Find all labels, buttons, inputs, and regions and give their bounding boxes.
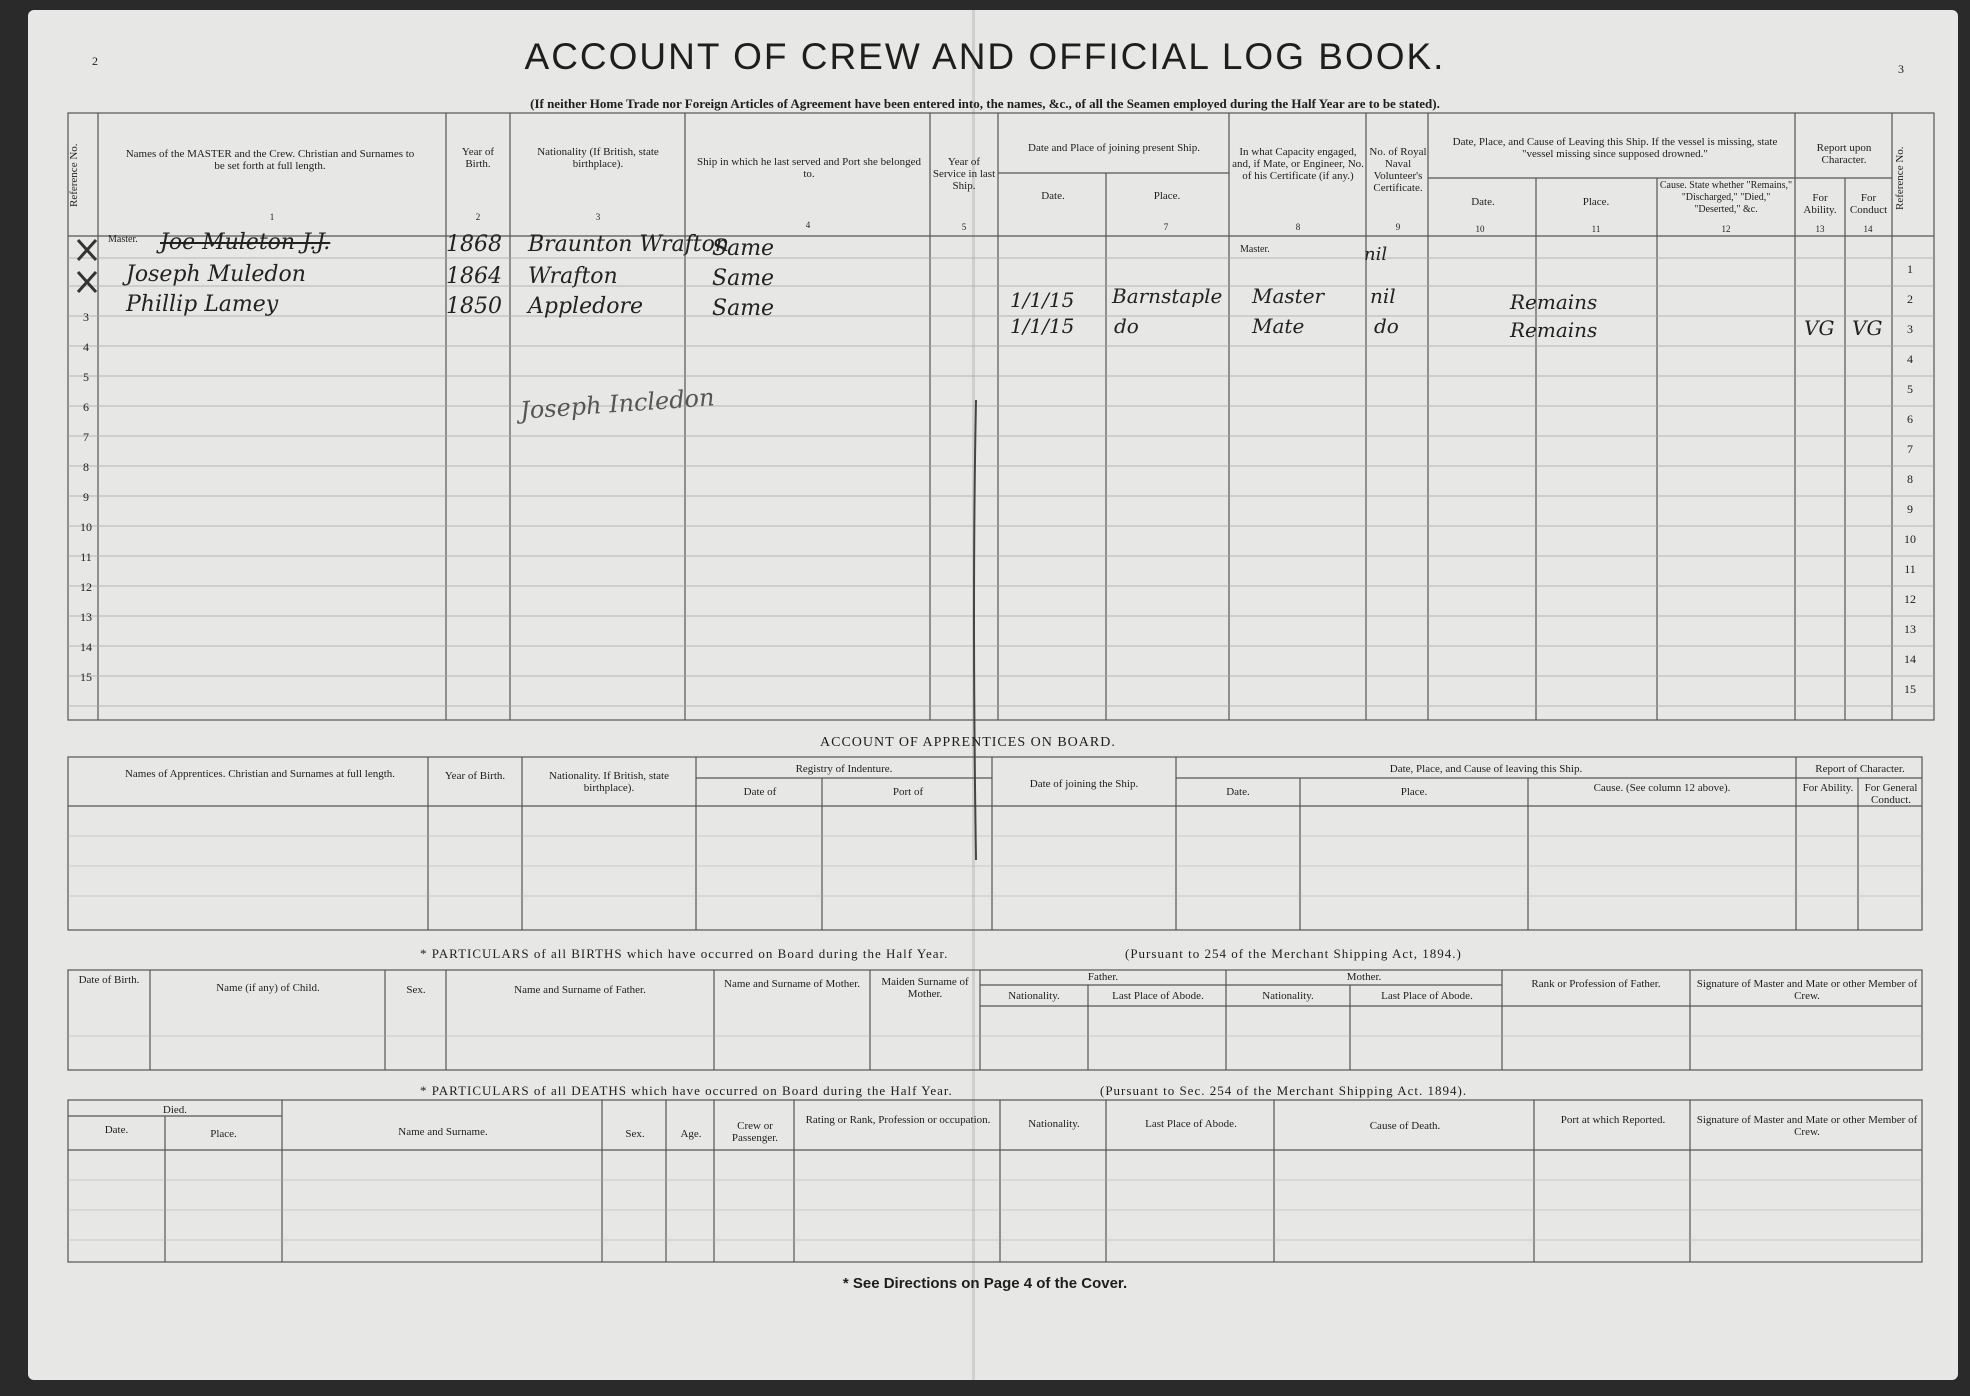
app-conduct-header: For General Conduct. bbox=[1864, 782, 1918, 806]
col-number: 3 bbox=[595, 212, 601, 222]
row-number-right: 9 bbox=[1907, 502, 1913, 516]
death-date-header: Date. bbox=[104, 1124, 129, 1136]
col-number: 11 bbox=[1591, 224, 1601, 234]
birth-father-abode-header: Last Place of Abode. bbox=[1112, 990, 1204, 1002]
app-date-header: Date. bbox=[1226, 786, 1250, 798]
crew-row-1-naval: nil bbox=[1364, 244, 1388, 265]
apprentices-title: ACCOUNT OF APPRENTICES ON BOARD. bbox=[820, 735, 1116, 750]
page-subtitle: (If neither Home Trade nor Foreign Articles of Agreement have been entered into, the names, &c., of all the Seamen employed during the Half Year are to be stated). bbox=[530, 96, 1440, 111]
row-number-left: 14 bbox=[80, 640, 92, 654]
crew-row-1-name: Joe Muleton J.J. bbox=[160, 230, 331, 255]
col-number: 9 bbox=[1395, 222, 1401, 232]
crew-row-2-year: 1864 bbox=[446, 264, 502, 289]
row-number-right: 4 bbox=[1907, 352, 1913, 366]
crew-year-service-header: Year of Service in last Ship. bbox=[932, 156, 996, 192]
crew-report-header: Report upon Character. bbox=[1816, 142, 1872, 166]
app-nationality-header: Nationality. If British, state birthplace). bbox=[549, 770, 669, 794]
death-sex-header: Sex. bbox=[625, 1128, 645, 1140]
deaths-act: (Pursuant to Sec. 254 of the Merchant Shipping Act. 1894). bbox=[1100, 1083, 1468, 1098]
death-rating-header: Rating or Rank, Profession or occupation. bbox=[805, 1114, 991, 1126]
row-number-right: 12 bbox=[1904, 592, 1916, 606]
crew-row-2-leave: Remains bbox=[1510, 290, 1598, 314]
app-ability-header: For Ability. bbox=[1802, 782, 1854, 794]
crew-row-2-name: Joseph Muledon bbox=[126, 262, 306, 287]
app-cause-header: Cause. (See column 12 above). bbox=[1593, 782, 1731, 794]
crew-row-3-conduct: VG bbox=[1852, 316, 1883, 340]
crew-join-place-header: Place. bbox=[1153, 190, 1181, 202]
row-number-right: 13 bbox=[1904, 622, 1916, 636]
row-number-right: 3 bbox=[1907, 322, 1913, 336]
birth-father-header: Father. bbox=[1087, 971, 1119, 983]
footer-note: * See Directions on Page 4 of the Cover. bbox=[842, 1275, 1128, 1292]
col-number: 4 bbox=[805, 220, 811, 230]
row-number-right: 1 bbox=[1907, 262, 1913, 276]
row-number-left: 12 bbox=[80, 580, 92, 594]
birth-mother-nationality-header: Nationality. bbox=[1262, 990, 1314, 1002]
death-place-header: Place. bbox=[210, 1128, 237, 1140]
col-number: 2 bbox=[475, 212, 481, 222]
crew-row-3-join-place: do bbox=[1114, 314, 1139, 338]
col-number: 14 bbox=[1863, 224, 1873, 234]
row-number-right: 2 bbox=[1907, 292, 1913, 306]
crew-row-1-year: 1868 bbox=[446, 232, 502, 257]
death-abode-header: Last Place of Abode. bbox=[1145, 1118, 1237, 1130]
right-page-number: 3 bbox=[1898, 62, 1904, 76]
col-number: 13 bbox=[1815, 224, 1825, 234]
crew-names-header: Names of the MASTER and the Crew. Christian and Surnames to be set forth at full length. bbox=[125, 148, 415, 172]
crew-row-3-leave: Remains bbox=[1510, 318, 1598, 342]
col-number: 8 bbox=[1295, 222, 1301, 232]
birth-signature-header: Signature of Master and Mate or other Member of Crew. bbox=[1696, 978, 1918, 1002]
row-number-left: 9 bbox=[83, 490, 89, 504]
row-number-right: 5 bbox=[1907, 382, 1913, 396]
master-label: Master. bbox=[108, 234, 138, 245]
row-number-right: 7 bbox=[1907, 442, 1913, 456]
death-cause-header: Cause of Death. bbox=[1369, 1120, 1441, 1132]
death-died-header: Died. bbox=[162, 1104, 188, 1116]
left-page-number: 2 bbox=[92, 54, 98, 68]
crew-row-3-ability: VG bbox=[1804, 316, 1835, 340]
app-place-header: Place. bbox=[1400, 786, 1428, 798]
birth-sex-header: Sex. bbox=[406, 984, 426, 996]
row-number-right: 6 bbox=[1907, 412, 1913, 426]
master-signature: Joseph Incledon bbox=[519, 383, 716, 425]
deaths-title: * PARTICULARS of all DEATHS which have occurred on Board during the Half Year. bbox=[420, 1083, 953, 1098]
crew-naval-header: No. of Royal Naval Volunteer's Certificate. bbox=[1369, 146, 1427, 194]
birth-child-header: Name (if any) of Child. bbox=[216, 982, 320, 994]
col-number: 5 bbox=[961, 222, 967, 232]
crew-row-3-join-date: 1/1/15 bbox=[1010, 314, 1075, 338]
crew-row-3-naval: do bbox=[1374, 314, 1399, 338]
crew-capacity-header: In what Capacity engaged, and, if Mate, or Engineer, No. of his Certificate (if any.) bbox=[1232, 146, 1364, 182]
row-number-left: 4 bbox=[83, 340, 89, 354]
crew-leave-cause-header: Cause. State whether "Remains," "Discharged," "Died," "Deserted," &c. bbox=[1659, 180, 1793, 215]
row-number-left: 13 bbox=[80, 610, 92, 624]
row-number-left: 8 bbox=[83, 460, 89, 474]
row-number-right: 10 bbox=[1904, 532, 1916, 546]
page-title: ACCOUNT OF CREW AND OFFICIAL LOG BOOK. bbox=[524, 36, 1446, 77]
death-name-header: Name and Surname. bbox=[398, 1126, 488, 1138]
row-number-right: 14 bbox=[1904, 652, 1916, 666]
crew-row-1-last-ship: Same bbox=[712, 236, 775, 261]
col-number: 7 bbox=[1163, 222, 1169, 232]
row-number-right: 11 bbox=[1904, 562, 1916, 576]
crew-row-3-nationality: Appledore bbox=[528, 294, 643, 319]
birth-rank-header: Rank or Profession of Father. bbox=[1531, 978, 1661, 990]
crew-leaving-header: Date, Place, and Cause of Leaving this Ship. If the vessel is missing, state "vessel missing since supposed drowned." bbox=[1452, 136, 1778, 160]
crew-row-2-join-date: 1/1/15 bbox=[1010, 288, 1075, 312]
crew-leave-place-header: Place. bbox=[1582, 196, 1610, 208]
app-report-header: Report of Character. bbox=[1815, 763, 1905, 775]
crew-nationality-header: Nationality (If British, state birthplace). bbox=[537, 146, 659, 170]
crew-row-3-last-ship: Same bbox=[712, 296, 775, 321]
crew-ref-header-right: Reference No. bbox=[1894, 146, 1906, 210]
death-age-header: Age. bbox=[680, 1128, 702, 1140]
col-number: 1 bbox=[269, 212, 275, 222]
birth-mother-header: Mother. bbox=[1346, 971, 1382, 983]
app-registry-header: Registry of Indenture. bbox=[795, 763, 893, 775]
col-number: 10 bbox=[1475, 224, 1485, 234]
crew-join-header: Date and Place of joining present Ship. bbox=[1028, 142, 1200, 154]
births-title: * PARTICULARS of all BIRTHS which have occurred on Board during the Half Year. bbox=[420, 946, 949, 961]
row-number-left: 11 bbox=[80, 550, 92, 564]
crew-row-3-name: Phillip Lamey bbox=[126, 292, 279, 317]
app-leaving-header: Date, Place, and Cause of leaving this Ship. bbox=[1389, 763, 1583, 775]
birth-date-header: Date of Birth. bbox=[78, 974, 140, 986]
col-number: 12 bbox=[1721, 224, 1731, 234]
row-number-left: 7 bbox=[83, 430, 89, 444]
crew-year-header: Year of Birth. bbox=[461, 146, 495, 170]
app-names-header: Names of Apprentices. Christian and Surnames at full length. bbox=[124, 768, 396, 780]
birth-father-name-header: Name and Surname of Father. bbox=[514, 984, 646, 996]
app-date-of-header: Date of bbox=[743, 786, 777, 798]
birth-father-nationality-header: Nationality. bbox=[1008, 990, 1060, 1002]
crew-row-3-year: 1850 bbox=[446, 294, 502, 319]
death-signature-header: Signature of Master and Mate or other Member of Crew. bbox=[1696, 1114, 1918, 1138]
births-act: (Pursuant to 254 of the Merchant Shipping Act, 1894.) bbox=[1125, 946, 1462, 961]
app-joining-header: Date of joining the Ship. bbox=[1029, 778, 1139, 790]
row-number-right: 8 bbox=[1907, 472, 1913, 486]
crew-row-2-naval: nil bbox=[1370, 284, 1396, 308]
birth-maiden-header: Maiden Surname of Mother. bbox=[881, 976, 969, 1000]
death-port-header: Port at which Reported. bbox=[1560, 1114, 1666, 1126]
row-number-right: 15 bbox=[1904, 682, 1916, 696]
crew-ability-header: For Ability. bbox=[1803, 192, 1837, 216]
crew-row-3-capacity: Mate bbox=[1252, 314, 1305, 338]
app-port-of-header: Port of bbox=[892, 786, 924, 798]
crew-row-2-last-ship: Same bbox=[712, 266, 775, 291]
app-year-header: Year of Birth. bbox=[444, 770, 506, 782]
crew-row-2-capacity: Master bbox=[1252, 284, 1325, 308]
capacity-master-label: Master. bbox=[1240, 244, 1270, 255]
crew-ref-header-left: Reference No. bbox=[68, 143, 80, 207]
crew-row-2-nationality: Wrafton bbox=[528, 264, 618, 289]
crew-conduct-header: For Conduct bbox=[1849, 192, 1888, 216]
death-nationality-header: Nationality. bbox=[1028, 1118, 1080, 1130]
row-number-left: 15 bbox=[80, 670, 92, 684]
crew-last-ship-header: Ship in which he last served and Port she belonged to. bbox=[697, 156, 921, 180]
row-number-left: 6 bbox=[83, 400, 89, 414]
birth-mother-name-header: Name and Surname of Mother. bbox=[724, 978, 860, 990]
crew-join-date-header: Date. bbox=[1041, 190, 1065, 202]
death-crew-passenger-header: Crew or Passenger. bbox=[731, 1120, 779, 1144]
crew-leave-date-header: Date. bbox=[1471, 196, 1495, 208]
crew-row-1-nationality: Braunton Wrafton bbox=[528, 232, 730, 257]
row-number-left: 5 bbox=[83, 370, 89, 384]
row-number-left: 10 bbox=[80, 520, 92, 534]
row-number-left: 3 bbox=[83, 310, 89, 324]
birth-mother-abode-header: Last Place of Abode. bbox=[1381, 990, 1473, 1002]
crew-row-2-join-place: Barnstaple bbox=[1112, 284, 1223, 308]
